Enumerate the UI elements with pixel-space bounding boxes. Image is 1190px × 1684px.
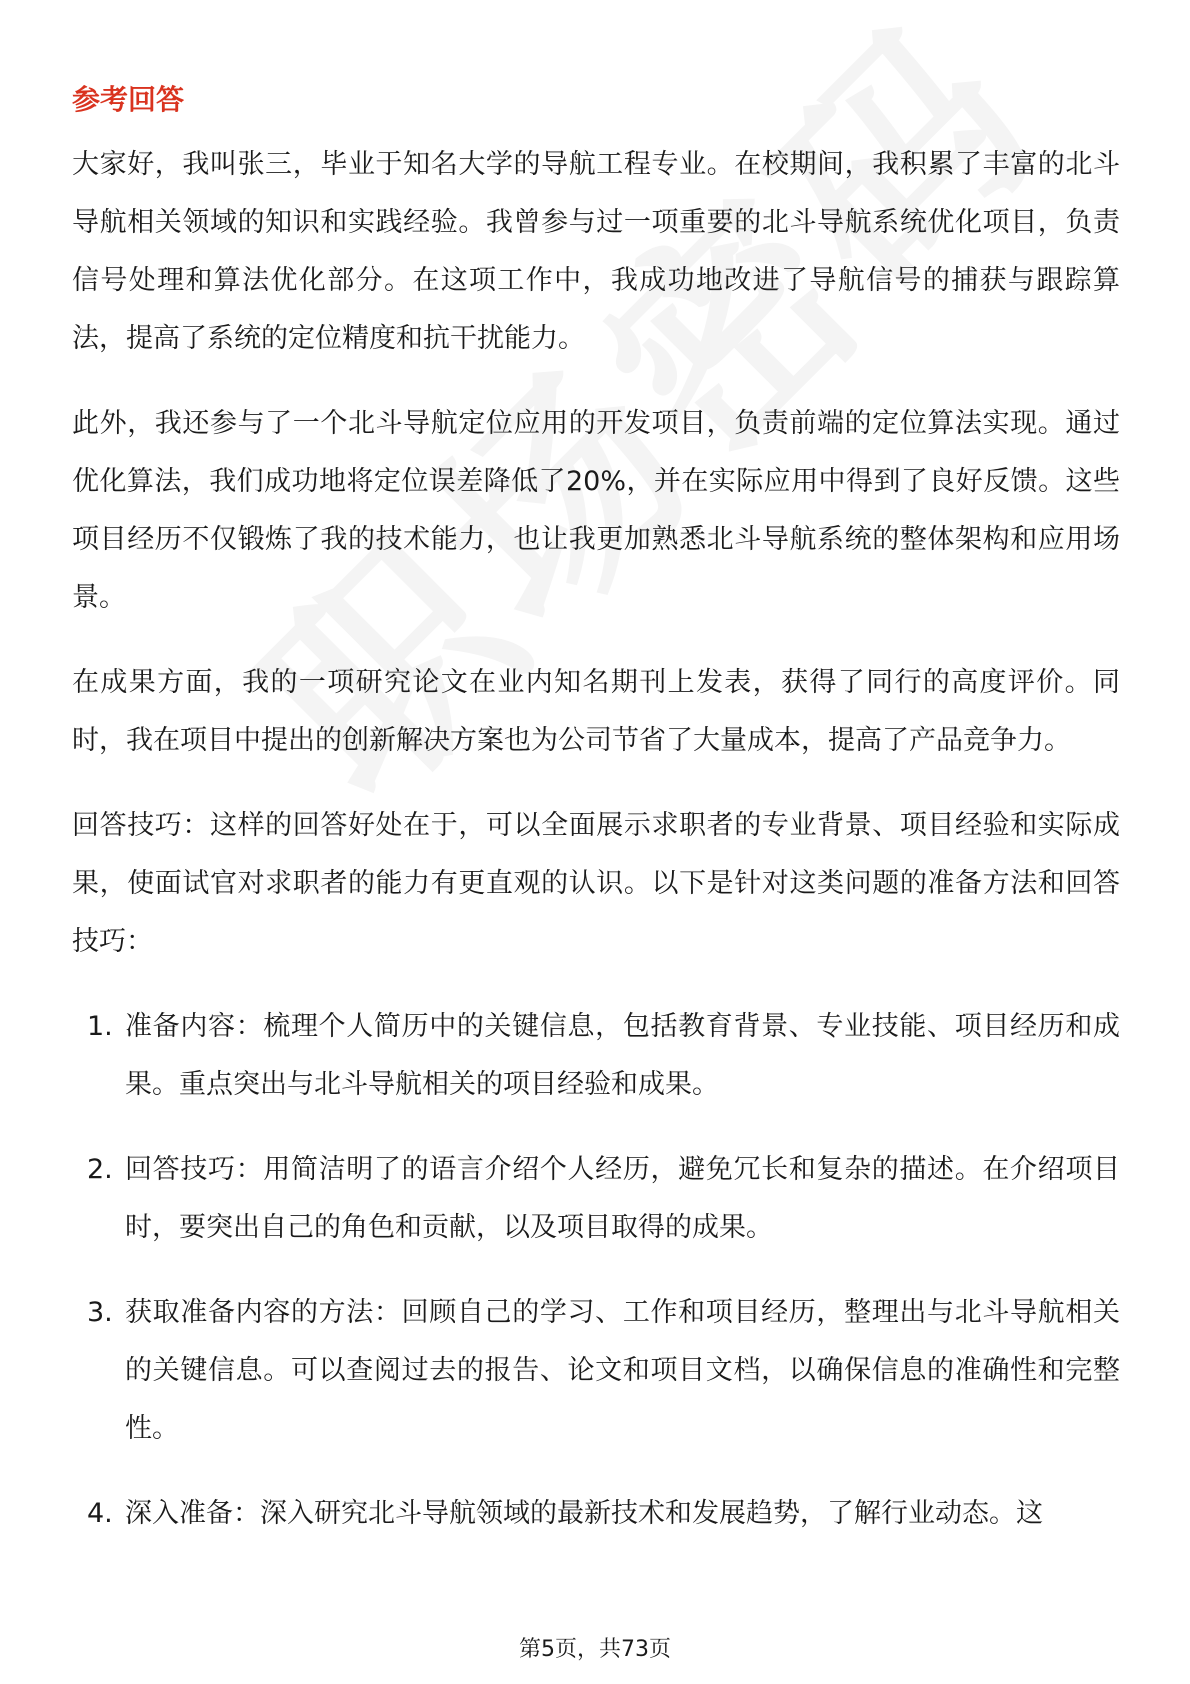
paragraph-intro: 大家好，我叫张三，毕业于知名大学的导航工程专业。在校期间，我积累了丰富的北斗导航相关领域的知识和实践经验。我曾参与过一项重要的北斗导航系统优化项目，负责信号处理和算法优化部分。在这项工作中，我成功地改进了导航信号的捕获与跟踪算法，提高了系统的定位精度和抗干扰能力。	[72, 149, 1120, 354]
list-text: 准备内容：梳理个人简历中的关键信息，包括教育背景、专业技能、项目经历和成果。重点突出与北斗导航相关的项目经验和成果。	[125, 1011, 1120, 1100]
paragraph-projects: 此外，我还参与了一个北斗导航定位应用的开发项目，负责前端的定位算法实现。通过优化算法，我们成功地将定位误差降低了20%，并在实际应用中得到了良好反馈。这些项目经历不仅锻炼了我的技术能力，也让我更加熟悉北斗导航系统的整体架构和应用场景。	[72, 408, 1120, 613]
list-number: 1.	[87, 1011, 113, 1042]
list-number: 3.	[87, 1297, 113, 1328]
list-text: 回答技巧：用简洁明了的语言介绍个人经历，避免冗长和复杂的描述。在介绍项目时，要突出自己的角色和贡献，以及项目取得的成果。	[125, 1154, 1120, 1243]
list-text: 获取准备内容的方法：回顾自己的学习、工作和项目经历，整理出与北斗导航相关的关键信息。可以查阅过去的报告、论文和项目文档，以确保信息的准确性和完整性。	[125, 1297, 1120, 1444]
list-number: 2.	[87, 1154, 113, 1185]
list-item	[72, 1141, 1120, 1257]
page-content	[72, 80, 1120, 1570]
section-heading: 参考回答	[72, 83, 185, 116]
tips-list	[72, 998, 1120, 1543]
list-item	[72, 998, 1120, 1114]
list-number: 4.	[87, 1498, 113, 1529]
list-text: 深入准备：深入研究北斗导航领域的最新技术和发展趋势，了解行业动态。这	[125, 1498, 1043, 1529]
paragraph-tips: 回答技巧：这样的回答好处在于，可以全面展示求职者的专业背景、项目经验和实际成果，使面试官对求职者的能力有更直观的认识。以下是针对这类问题的准备方法和回答技巧：	[72, 810, 1120, 957]
page-footer: 第5页，共73页	[519, 1637, 671, 1662]
paragraph-achievements: 在成果方面，我的一项研究论文在业内知名期刊上发表，获得了同行的高度评价。同时，我在项目中提出的创新解决方案也为公司节省了大量成本，提高了产品竞争力。	[72, 667, 1120, 756]
list-item	[72, 1485, 1120, 1543]
list-item	[72, 1284, 1120, 1458]
